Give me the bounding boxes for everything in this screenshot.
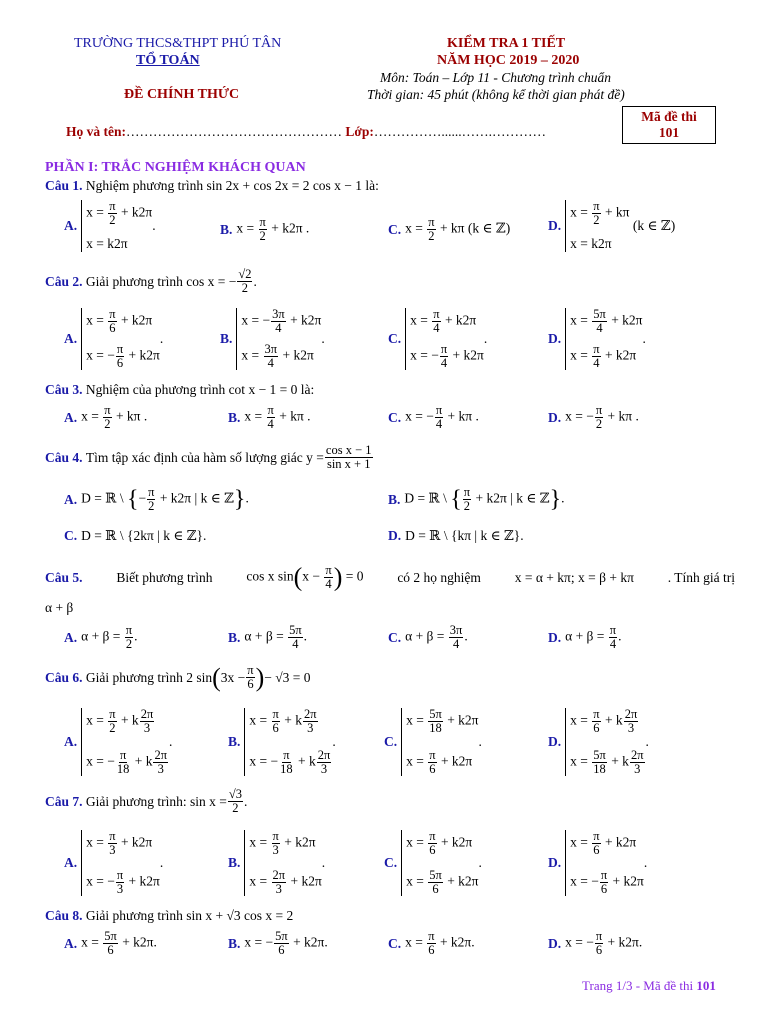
q4-option-b[interactable]: B. D = ℝ \ { $\frac{\pi}{2}$ + k2π | k ∈ ℤ}. xyxy=(388,485,565,514)
question-8: Câu 8. Giải phương trình sin x + √3 cos x = 2 xyxy=(45,908,294,923)
q3-option-b[interactable]: B. x = $\frac{\pi}{4}$ + kπ . xyxy=(228,403,311,432)
q7-option-b[interactable]: B. x = $\frac{\pi}{3}$ + k2π x = $\frac{2\pi}{3}$ + k2π . xyxy=(228,829,326,896)
q3-option-d[interactable]: D. x = − $\frac{\pi}{2}$ + kπ . xyxy=(548,403,639,432)
question-2: Câu 2. Giải phương trình cos x = − $\frac{√2}{2}$ . xyxy=(45,267,257,296)
q4-option-c[interactable]: C. D = ℝ \ {2kπ | k ∈ ℤ}. xyxy=(64,528,207,543)
question-5-cont: α + β xyxy=(45,600,74,615)
q8-option-a[interactable]: A. x = $\frac{5\pi}{6}$ + k2π. xyxy=(64,929,157,958)
question-1: Câu 1. Nghiệm phương trình sin 2x + cos 2x = 2 cos x − 1 là: xyxy=(45,178,379,193)
question-6: Câu 6. Giải phương trình 2 sin ( 3x − $\frac{\pi}{6}$ ) − √3 = 0 xyxy=(45,662,311,692)
q4-option-d[interactable]: D. D = ℝ \ {kπ | k ∈ ℤ}. xyxy=(388,528,524,543)
q6-option-a[interactable]: A. x = $\frac{\pi}{2}$ + k $\frac{2\pi}{3}$ x = − $\frac{\pi}{18}$ + k $\frac{2\pi}{3}$ . xyxy=(64,707,173,776)
q3-option-a[interactable]: A. x = $\frac{\pi}{2}$ + kπ . xyxy=(64,403,148,432)
q6-option-d[interactable]: D. x = $\frac{\pi}{6}$ + k $\frac{2\pi}{3}$ x = $\frac{5\pi}{18}$ + k $\frac{2\pi}{3}$ . xyxy=(548,707,649,776)
time-line: Thời gian: 45 phút (không kể thời gian phát đề) xyxy=(367,87,625,102)
q2-option-d[interactable]: D. x = $\frac{5\pi}{4}$ + k2π x = $\frac{\pi}{4}$ + k2π . xyxy=(548,307,646,370)
question-4: Câu 4. Tìm tập xác định của hàm số lượng giác y = $\frac{\text{cos x − 1}}{\text{sin x + 1}}$ xyxy=(45,443,372,472)
q5-option-d[interactable]: D. α + β = $\frac{\pi}{4}$ . xyxy=(548,623,622,652)
name-label: Họ và tên: xyxy=(66,124,126,139)
exam-code-box xyxy=(622,106,716,144)
q2-option-c[interactable]: C. x = $\frac{\pi}{4}$ + k2π x = − $\frac{\pi}{4}$ + k2π . xyxy=(388,307,488,370)
q8-option-b[interactable]: B. x = − $\frac{5\pi}{6}$ + k2π. xyxy=(228,929,328,958)
question-3: Câu 3. Nghiệm của phương trình cot x − 1 = 0 là: xyxy=(45,382,315,397)
page-footer: Trang 1/3 - Mã đề thi 101 xyxy=(582,978,716,993)
student-info xyxy=(66,124,546,140)
q1-option-c[interactable]: C. x = $\frac{\pi}{2}$ + kπ (k ∈ ℤ) xyxy=(388,215,511,244)
question-5: Câu 5. Biết phương trình cos x sin(x − $\frac{\pi}{4}$ ) = 0 có 2 họ nghiệm x = α + kπ; x = β + kπ . Tính giá trị xyxy=(45,562,735,592)
exam-code-label: Mã đề thi xyxy=(641,109,697,124)
q5-option-b[interactable]: B. α + β = $\frac{5\pi}{4}$ . xyxy=(228,623,307,652)
q2-option-a[interactable]: A. x = $\frac{\pi}{6}$ + k2π x = − $\frac{\pi}{6}$ + k2π . xyxy=(64,307,164,370)
q1-option-a[interactable]: A. x = $\frac{\pi}{2}$ + k2π x = k2π . xyxy=(64,199,156,251)
q8-option-c[interactable]: C. x = $\frac{\pi}{6}$ + k2π. xyxy=(388,929,475,958)
q7-option-c[interactable]: C. x = $\frac{\pi}{6}$ + k2π x = $\frac{5\pi}{6}$ + k2π . xyxy=(384,829,482,896)
name-field[interactable]: ………………………………………… xyxy=(126,124,342,139)
exam-title: KIỂM TRA 1 TIẾT xyxy=(447,36,566,51)
section-title: PHẦN I: TRẮC NGHIỆM KHÁCH QUAN xyxy=(45,160,306,175)
class-field[interactable]: ……………......…….………… xyxy=(373,124,546,139)
q5-option-a[interactable]: A. α + β = $\frac{\pi}{2}$ . xyxy=(64,623,138,652)
group-name: TỔ TOÁN xyxy=(136,53,200,68)
q2-option-b[interactable]: B. x = − $\frac{3\pi}{4}$ + k2π x = $\frac{3\pi}{4}$ + k2π . xyxy=(220,307,325,370)
q7-option-a[interactable]: A. x = $\frac{\pi}{3}$ + k2π x = − $\frac{\pi}{3}$ + k2π . xyxy=(64,829,164,896)
subject-line: Môn: Toán – Lớp 11 - Chương trình chuẩn xyxy=(380,70,612,85)
q7-option-d[interactable]: D. x = $\frac{\pi}{6}$ + k2π x = − $\frac{\pi}{6}$ + k2π . xyxy=(548,829,648,896)
q3-option-c[interactable]: C. x = − $\frac{\pi}{4}$ + kπ . xyxy=(388,403,479,432)
q4-option-a[interactable]: A. D = ℝ \ {− $\frac{\pi}{2}$ + k2π | k ∈ ℤ}. xyxy=(64,485,249,514)
question-7: Câu 7. Giải phương trình: sin x = $\frac{√3}{2}$ . xyxy=(45,787,248,816)
class-label: Lớp: xyxy=(345,124,374,139)
q1-option-b[interactable]: B. x = $\frac{\pi}{2}$ + k2π . xyxy=(220,215,310,244)
q8-option-d[interactable]: D. x = − $\frac{\pi}{6}$ + k2π. xyxy=(548,929,643,958)
q6-option-c[interactable]: C. x = $\frac{5\pi}{18}$ + k2π x = $\frac{\pi}{6}$ + k2π . xyxy=(384,707,482,776)
official-label: ĐỀ CHÍNH THỨC xyxy=(124,87,240,102)
q5-option-c[interactable]: C. α + β = $\frac{3\pi}{4}$ . xyxy=(388,623,468,652)
school-year: NĂM HỌC 2019 – 2020 xyxy=(437,53,580,68)
exam-code: 101 xyxy=(658,125,680,140)
q6-option-b[interactable]: B. x = $\frac{\pi}{6}$ + k $\frac{2\pi}{3}$ x = − $\frac{\pi}{18}$ + k $\frac{2\pi}{3}$ . xyxy=(228,707,336,776)
school-name: TRƯỜNG THCS&THPT PHÚ TÂN xyxy=(74,36,282,51)
q1-option-d[interactable]: D. x = $\frac{\pi}{2}$ + kπ x = k2π (k ∈ ℤ) xyxy=(548,199,676,251)
